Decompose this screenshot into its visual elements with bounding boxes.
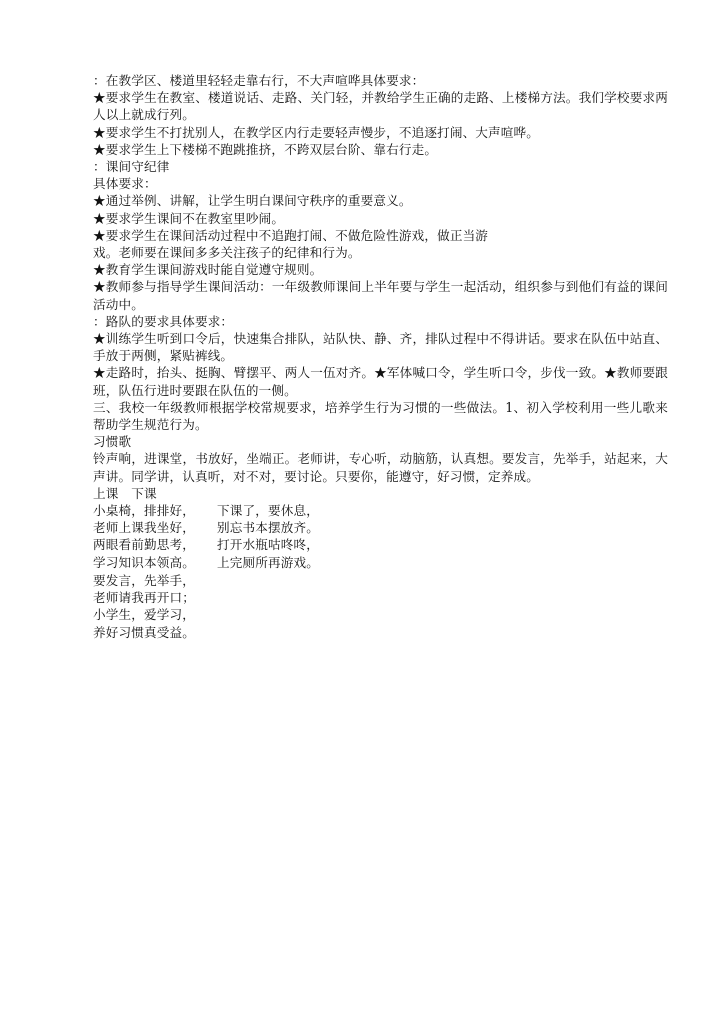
paragraph: ★要求学生在教室、楼道说话、走路、关门轻，并教给学生正确的走路、上楼梯方法。我们学校要求两人以上就成行列。 <box>93 90 668 123</box>
song-line: 老师上课我坐好， <box>93 520 195 536</box>
paragraph: 戏。老师要在课间多多关注孩子的纪律和行为。 <box>93 245 361 261</box>
song-line: 学习知识本领高。 <box>93 554 195 570</box>
paragraph: ★要求学生上下楼梯不跑跳推挤，不跨双层台阶、靠右行走。 <box>93 141 438 157</box>
song-title: 习惯歌 <box>93 434 132 450</box>
paragraph: ★教师参与指导学生课间活动：一年级教师课间上半年要与学生一起活动，组织参与到他们有益的课间活动中。 <box>93 279 668 312</box>
paragraph: ★训练学生听到口令后，快速集合排队，站队快、静、齐，排队过程中不得讲话。要求在队伍中站直、手放于两侧，紧贴裤线。 <box>93 331 668 364</box>
song-line: 两眼看前勤思考， <box>93 537 195 553</box>
song-tail <box>93 572 668 641</box>
document-body <box>93 72 668 641</box>
song-line: 养好习惯真受益。 <box>93 624 195 640</box>
song-left-column <box>93 502 195 571</box>
song-line: 下课了，要休息， <box>217 503 319 519</box>
song-two-columns <box>93 502 668 572</box>
section-heading: ：课间守纪律 <box>93 159 170 175</box>
paragraph: 三、我校一年级教师根据学校常规要求，培养学生行为习惯的一些做法。1、初入学校利用一些儿歌来帮助学生规范行为。 <box>93 399 668 433</box>
paragraph: 铃声响，进课堂，书放好，坐端正。老师讲，专心听，动脑筋，认真想。要发言，先举手，站起来，大声讲。同学讲，认真听，对不对，要讨论。只要你，能遵守，好习惯，定养成。 <box>93 451 668 484</box>
section-heading: ：路队的要求具体要求： <box>93 313 234 329</box>
song-line: 小桌椅，排排好， <box>93 503 195 519</box>
song-line: 小学生，爱学习， <box>93 607 195 623</box>
song-line: 要发言，先举手， <box>93 573 195 589</box>
paragraph: ★要求学生不打扰别人，在教学区内行走要轻声慢步，不追逐打闹、大声喧哗。 <box>93 124 540 140</box>
paragraph: ★要求学生课间不在教室里吵闹。 <box>93 210 285 226</box>
song-line: 老师请我再开口； <box>93 590 195 606</box>
paragraph: ★走路时，抬头、挺胸、臂摆平、两人一伍对齐。★军体喊口令，学生听口令，步伐一致。★教师要跟班，队伍行进时要跟在队伍的一侧。 <box>93 365 668 398</box>
paragraph: ：在教学区、楼道里轻轻走靠右行，不大声喧哗具体要求： <box>93 73 425 88</box>
paragraph: 具体要求： <box>93 176 157 192</box>
song-line: 别忘书本摆放齐。 <box>217 520 319 536</box>
paragraph: ★要求学生在课间活动过程中不追跑打闹、不做危险性游戏，做正当游 <box>93 227 489 243</box>
song-heading: 上课 下课 <box>93 485 157 501</box>
paragraph: ★教育学生课间游戏时能自觉遵守规则。 <box>93 262 323 278</box>
song-line: 打开水瓶咕咚咚， <box>217 537 319 553</box>
song-right-column <box>217 502 319 571</box>
song-line: 上完厕所再游戏。 <box>217 554 319 570</box>
paragraph: ★通过举例、讲解，让学生明白课间守秩序的重要意义。 <box>93 193 412 209</box>
